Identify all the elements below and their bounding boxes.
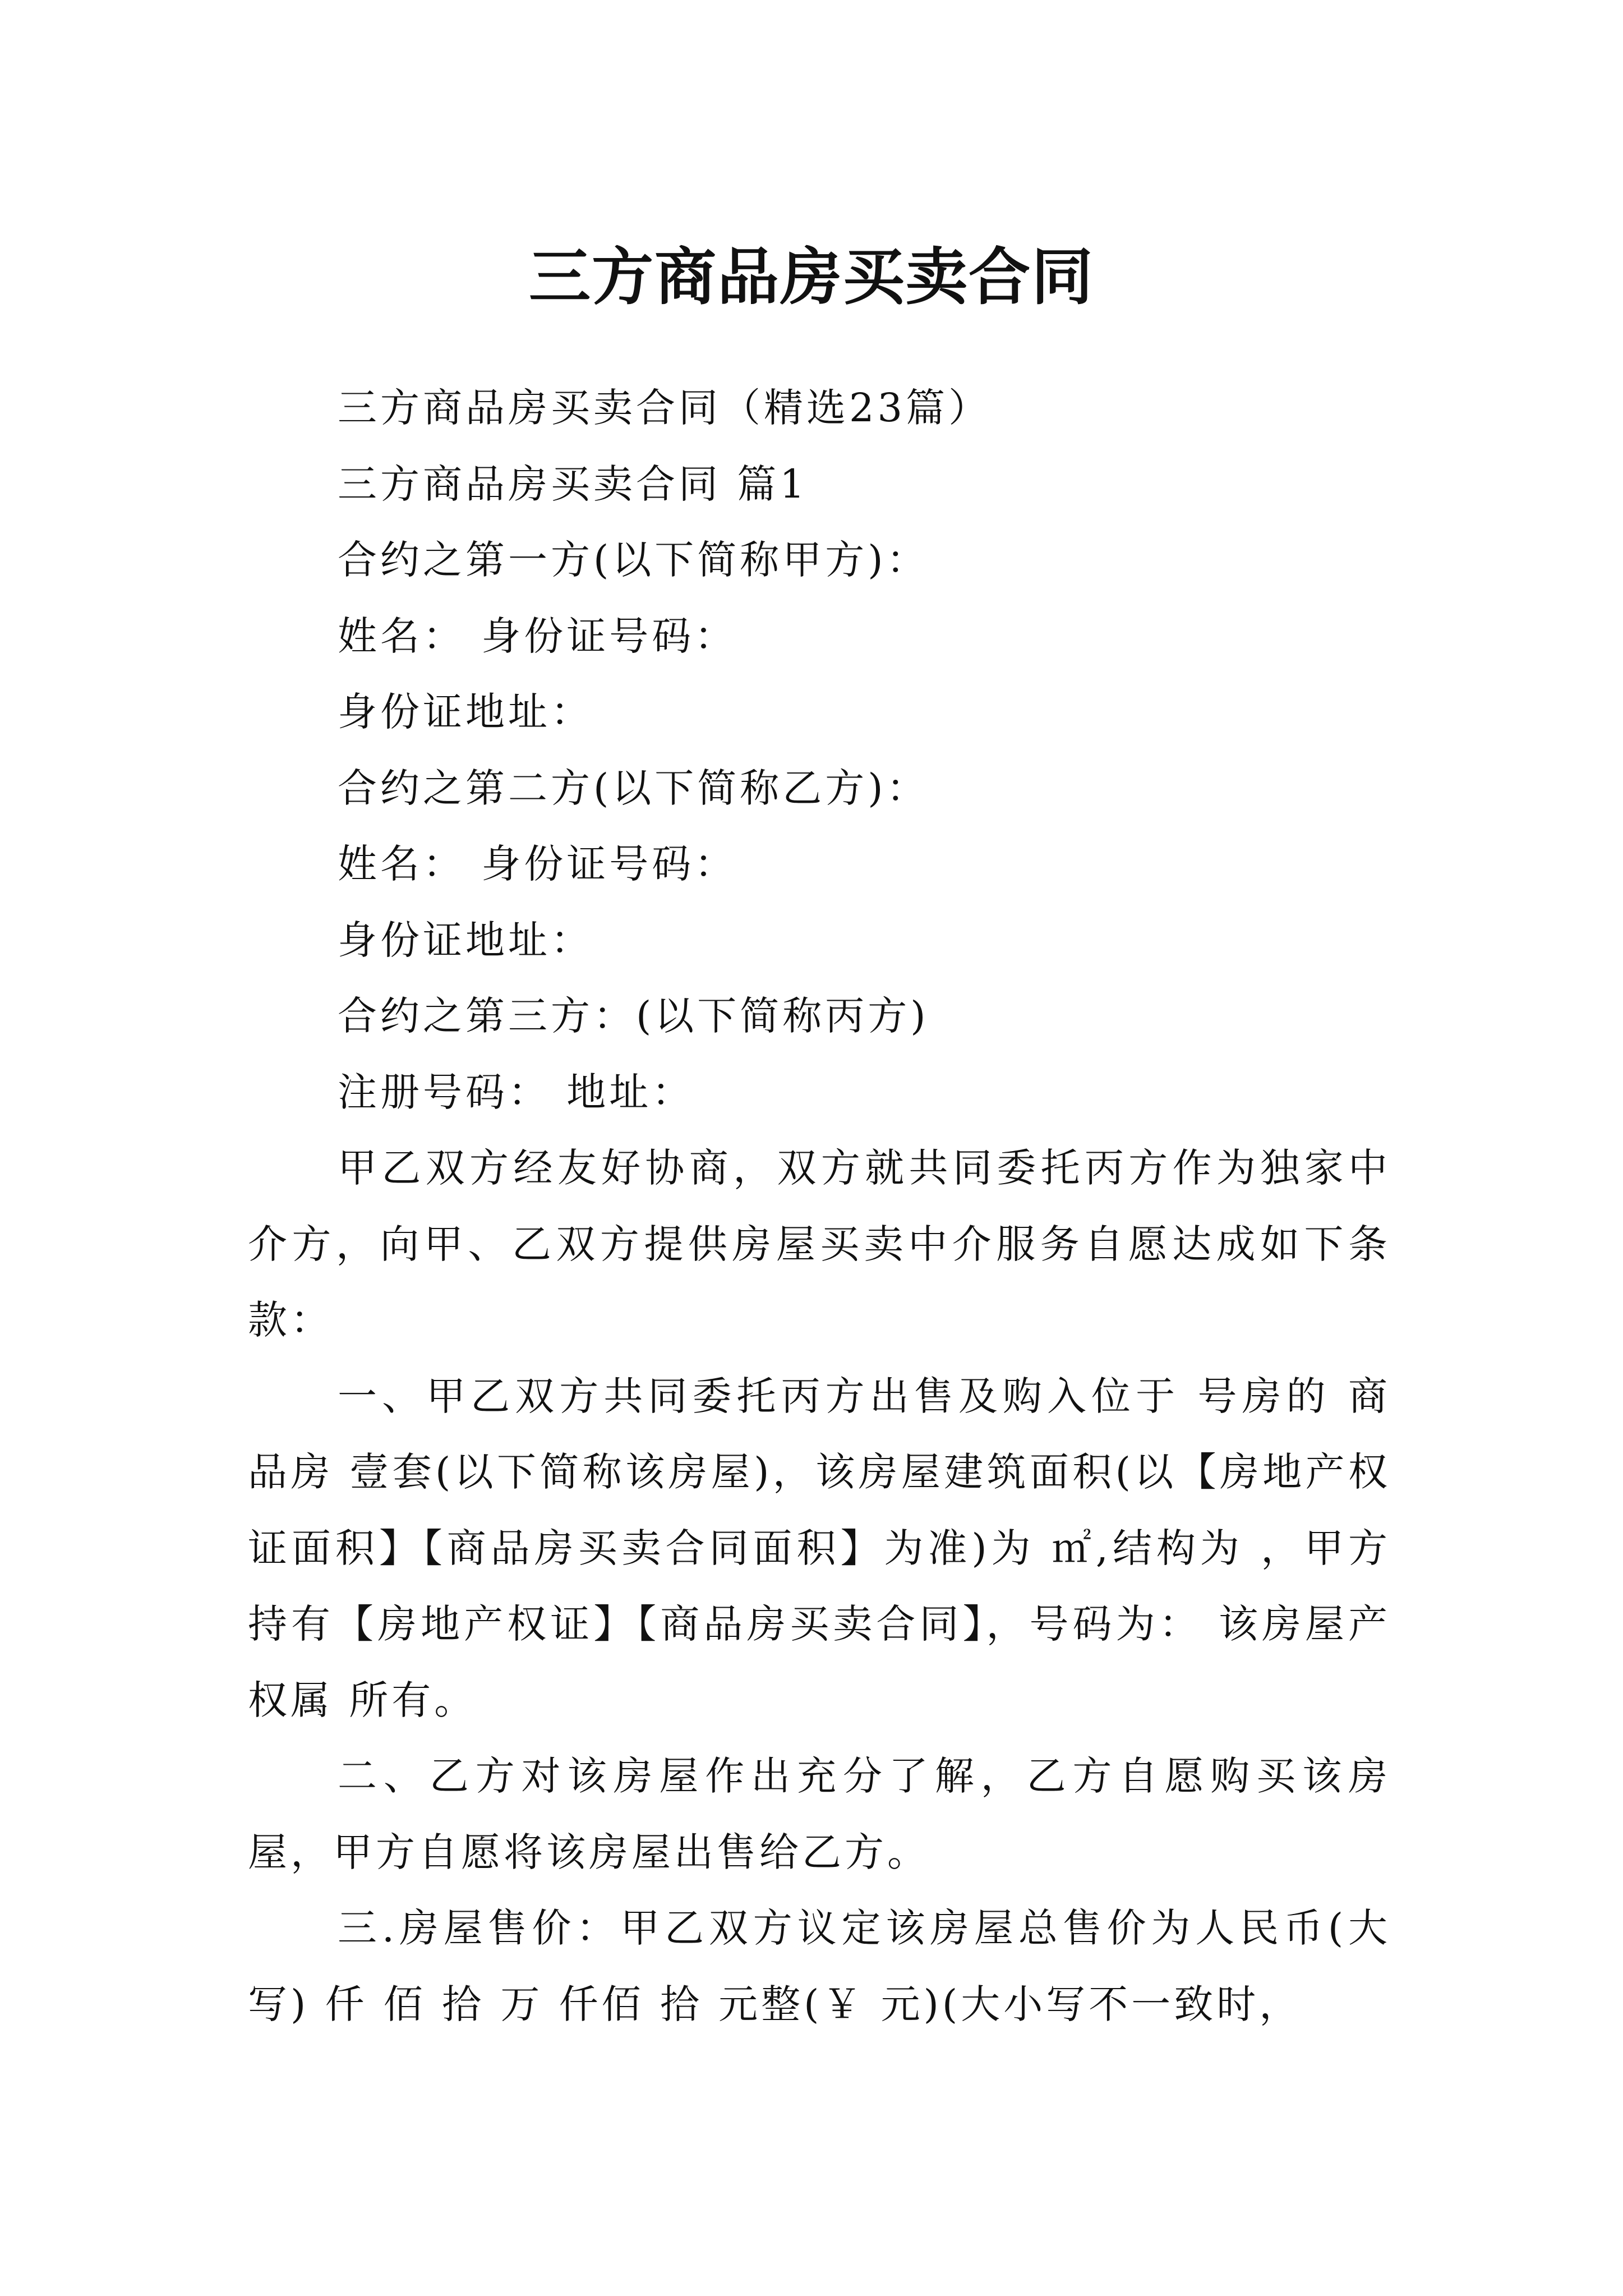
subtitle-line: 三方商品房买卖合同（精选23篇） [338,385,992,431]
party-b-address: 身份证地址： [338,917,593,963]
section-heading: 三方商品房买卖合同 篇1 [338,461,808,507]
party-a-address: 身份证地址： [338,689,593,735]
party-a-name-id: 姓名： 身份证号码： [338,613,737,659]
clause-3-paragraph: 三.房屋售价：甲乙双方议定该房屋总售价为人民币(大写) 仟 佰 拾 万 仟佰 拾 元整(￥ 元)(大小写不一致时， [248,1905,1391,2027]
party-a-heading: 合约之第一方(以下简称甲方)： [338,537,929,583]
party-c-registration: 注册号码： 地址： [338,1069,695,1115]
clause-1-paragraph: 一、甲乙双方共同委托丙方出售及购入位于 号房的 商品房 壹套(以下简称该房屋)，该房屋建筑面积(以【房地产权证面积】【商品房买卖合同面积】为准)为 ㎡,结构为 ，甲方持有【房地产权证】【商品房买卖合同】，号码为： 该房屋产权属 所有。 [248,1373,1391,1723]
document-body [248,370,1391,2042]
party-b-heading: 合约之第二方(以下简称乙方)： [338,765,929,811]
clause-2-paragraph: 二、乙方对该房屋作出充分了解，乙方自愿购买该房屋，甲方自愿将该房屋出售给乙方。 [248,1753,1391,1875]
party-c-heading: 合约之第三方：(以下简称丙方) [338,993,929,1039]
document-title: 三方商品房买卖合同 [529,240,1094,313]
party-b-name-id: 姓名： 身份证号码： [338,841,737,887]
intro-paragraph: 甲乙双方经友好协商，双方就共同委托丙方作为独家中介方，向甲、乙双方提供房屋买卖中介服务自愿达成如下条款： [248,1145,1391,1343]
